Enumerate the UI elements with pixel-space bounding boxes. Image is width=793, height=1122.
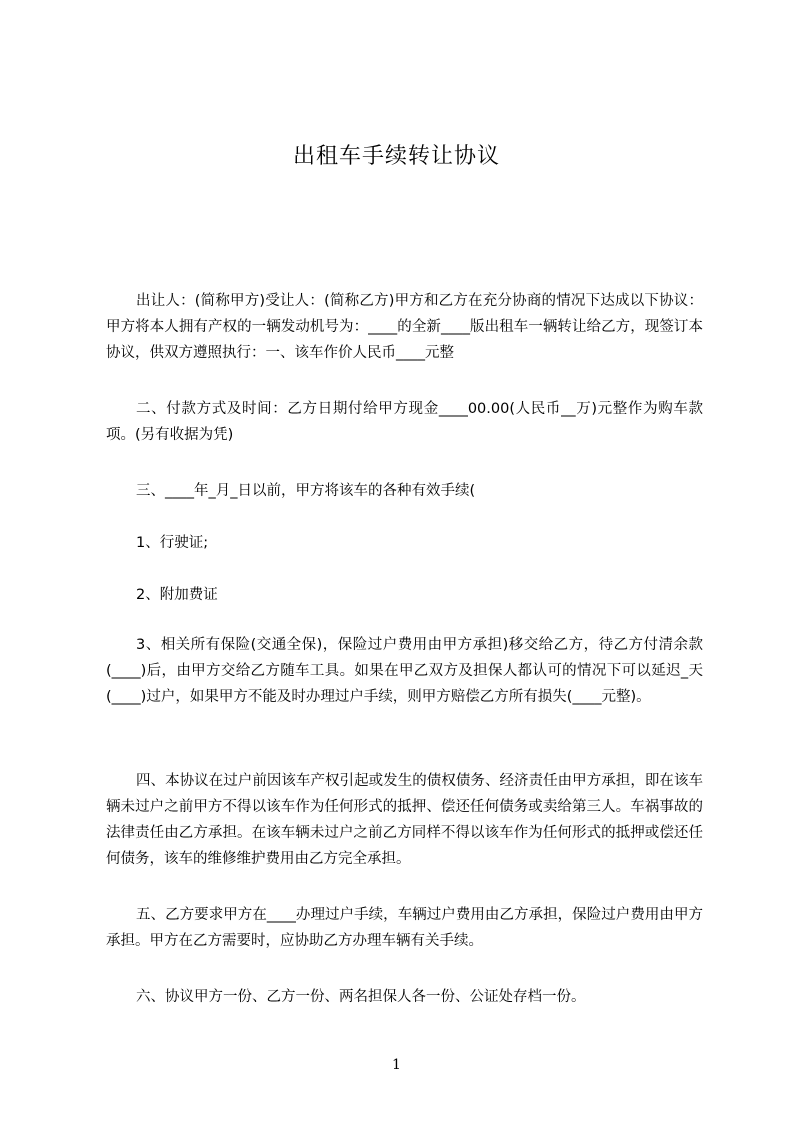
paragraph-copies: 六、协议甲方一份、乙方一份、两名担保人各一份、公证处存档一份。 [136, 989, 586, 1005]
page-number: 1 [392, 1057, 401, 1073]
paragraph-transfer-procedure: 五、乙方要求甲方在____办理过户手续，车辆过户费用由乙方承担，保险过户费用由甲方承担。甲方在乙方需要时，应协助乙方办理车辆有关手续。 [106, 907, 703, 949]
paragraph-driving-license: 1、行驶证; [136, 535, 209, 551]
paragraph-surcharge-certificate: 2、附加费证 [136, 587, 218, 603]
paragraph-parties: 出让人：(简称甲方)受让人：(简称乙方)甲方和乙方在充分协商的情况下达成以下协议：甲方将本人拥有产权的一辆发动机号为：____的全新____版出租车一辆转让给乙方，现签订本协议，供双方遵照执行：一、该车作价人民币____元整 [106, 293, 703, 361]
paragraph-liability: 四、本协议在过户前因该车产权引起或发生的债权债务、经济责任由甲方承担，即在该车辆未过户之前甲方不得以该车作为任何形式的抵押、偿还任何债务或卖给第三人。车祸事故的法律责任由乙方承担。在该车辆未过户之前乙方同样不得以该车作为任何形式的抵押或偿还任何债务，该车的维修维护费用由乙方完全承担。 [106, 773, 703, 867]
document-title: 出租车手续转让协议 [292, 144, 500, 169]
paragraph-insurance: 3、相关所有保险(交通全保)，保险过户费用由甲方承担)移交给乙方，待乙方付清余款(____)后，由甲方交给乙方随车工具。如果在甲乙双方及担保人都认可的情况下可以延迟_天(____)过户，如果甲方不能及时办理过户手续，则甲方赔偿乙方所有损失(____元整)。 [106, 637, 703, 705]
paragraph-payment: 二、付款方式及时间：乙方日期付给甲方现金____00.00(人民币__万)元整作为购车款项。(另有收据为凭) [106, 401, 703, 443]
paragraph-handover-date: 三、____年_月_日以前，甲方将该车的各种有效手续( [136, 483, 476, 499]
